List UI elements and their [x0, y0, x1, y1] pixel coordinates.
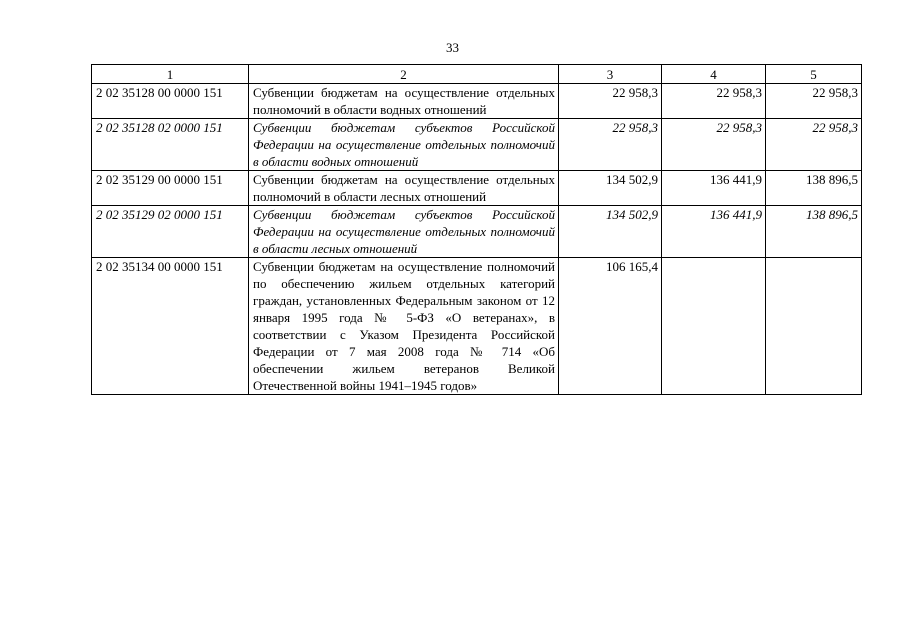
table-row: [92, 119, 862, 171]
row-value-col5: 22 958,3: [766, 119, 862, 171]
column-header-1: 1: [92, 65, 249, 84]
column-header-4: 4: [662, 65, 766, 84]
row-description: Субвенции бюджетам на осуществление отдельных полномочий в области водных отношений: [249, 84, 559, 119]
row-description: Субвенции бюджетам на осуществление полномочий по обеспечению жильем отдельных категорий граждан, установленных Федеральным законом от 12 января 1995 года № 5-ФЗ «О ветеранах», в соответствии с Указом Президента Российской Федерации от 7 мая 2008 года № 714 «Об обеспечении жильем ветеранов Великой Отечественной войны 1941–1945 годов»: [249, 258, 559, 395]
row-value-col3: 106 165,4: [559, 258, 662, 395]
row-value-col5: [766, 258, 862, 395]
column-header-3: 3: [559, 65, 662, 84]
row-value-col5: 138 896,5: [766, 206, 862, 258]
row-description: Субвенции бюджетам на осуществление отдельных полномочий в области лесных отношений: [249, 171, 559, 206]
column-header-5: 5: [766, 65, 862, 84]
table-header-row: [92, 65, 862, 84]
row-value-col5: 138 896,5: [766, 171, 862, 206]
budget-table: [91, 64, 862, 395]
row-description: Субвенции бюджетам субъектов Российской Федерации на осуществление отдельных полномочий в области лесных отношений: [249, 206, 559, 258]
row-value-col4: [662, 258, 766, 395]
table-row: [92, 171, 862, 206]
row-code: 2 02 35134 00 0000 151: [92, 258, 249, 395]
table-row: [92, 206, 862, 258]
row-value-col4: 22 958,3: [662, 84, 766, 119]
row-code: 2 02 35129 00 0000 151: [92, 171, 249, 206]
row-value-col5: 22 958,3: [766, 84, 862, 119]
row-code: 2 02 35129 02 0000 151: [92, 206, 249, 258]
row-value-col4: 136 441,9: [662, 206, 766, 258]
row-code: 2 02 35128 00 0000 151: [92, 84, 249, 119]
row-description: Субвенции бюджетам субъектов Российской Федерации на осуществление отдельных полномочий в области водных отношений: [249, 119, 559, 171]
table-row: [92, 84, 862, 119]
column-header-2: 2: [249, 65, 559, 84]
row-value-col4: 136 441,9: [662, 171, 766, 206]
table-row: [92, 258, 862, 395]
row-value-col3: 134 502,9: [559, 171, 662, 206]
row-value-col3: 22 958,3: [559, 84, 662, 119]
row-value-col3: 134 502,9: [559, 206, 662, 258]
row-value-col4: 22 958,3: [662, 119, 766, 171]
row-value-col3: 22 958,3: [559, 119, 662, 171]
page-number: 33: [446, 40, 459, 55]
row-code: 2 02 35128 02 0000 151: [92, 119, 249, 171]
